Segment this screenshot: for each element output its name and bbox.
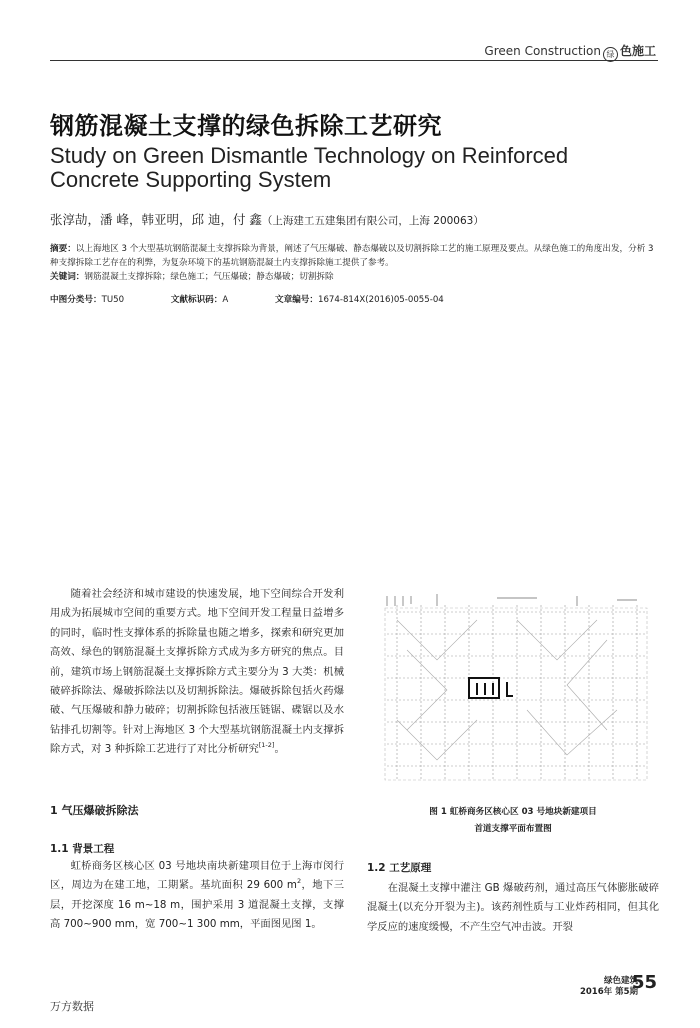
plan-grid bbox=[385, 605, 647, 780]
support-plan-drawing bbox=[377, 590, 655, 790]
figure-1-floor-plan bbox=[377, 590, 655, 790]
plan-edge-marks bbox=[387, 594, 637, 606]
keywords-paragraph bbox=[50, 270, 658, 284]
article-number: 文章编号：1674-814X(2016)05-0055-04 bbox=[275, 295, 444, 305]
abstract-block bbox=[50, 242, 658, 284]
document-code: 文献标识码：A bbox=[170, 295, 229, 305]
intro-paragraph: 随着社会经济和城市建设的快速发展，地下空间综合开发利用成为拓展城市空间的重要方式。地下空间开发工程量日益增多的同时，临时性支撑体系的拆除量也随之增多，探索和研究更加高效、绿色的钢筋混凝土支撑拆除方式成为多方研究的焦点。目前，建筑市场上钢筋混凝土支撑拆除方式主要分为 3 大类：机械破碎拆除法、爆破拆除法以及切割拆除法。爆破拆除包括火药爆破、气压爆破和静力破碎；切割拆除包括液压链锯、碟锯以及水钻排孔切割等。针对上海地区 3 个大型基坑钢筋混凝土内支撑拆除方式，对 3 种拆除工艺进行了对比分析研究[1-2]。 bbox=[50, 588, 344, 756]
authors: 张淳劼，潘 峰，韩亚明，邱 迪，付 鑫 bbox=[50, 212, 262, 227]
keywords-label: 关键词： bbox=[50, 272, 85, 282]
background-paragraph: 虹桥商务区核心区 03 号地块南块新建项目位于上海市闵行区，周边为在建工地，工期紧。基坑面积 29 600 $m^2$，地下三层，开挖深度 16 m~18 m，围护采用 3 道混凝土支撑，支撑高 700~900 mm，宽 700~1 300 mm，平面图见图 1。 bbox=[50, 860, 344, 931]
title-chinese: 钢筋混凝土支撑的绿色拆除工艺研究 bbox=[50, 112, 442, 140]
affiliation: （上海建工五建集团有限公司，上海 200063） bbox=[261, 215, 484, 227]
header-en: Green Construction bbox=[484, 44, 601, 58]
watermark-text: 万方数据 bbox=[50, 1000, 94, 1013]
journal-name: 绿色建筑 bbox=[603, 976, 638, 986]
plan-highlight-box bbox=[469, 678, 513, 698]
title-english: Study on Green Dismantle Technology on Reinforced Concrete Supporting System bbox=[50, 143, 569, 192]
section-heading-1-2: 1.2 工艺原理 bbox=[367, 862, 432, 874]
abstract-text: 以上海地区 3 个大型基坑钢筋混凝土支撑拆除为背景，阐述了气压爆破、静态爆破以及切割拆除工艺的施工原理及要点。从绿色施工的角度出发，分析 3 种支撑拆除工艺存在的利弊，为复杂环境下的基坑钢筋混凝土内支撑拆除施工提供了参考。 bbox=[50, 244, 654, 268]
journal-issue: 2016年 第5期 bbox=[579, 987, 638, 997]
abstract-label: 摘要： bbox=[50, 244, 76, 254]
header-rule bbox=[50, 60, 658, 61]
running-header bbox=[484, 42, 656, 62]
abstract-paragraph bbox=[50, 242, 658, 270]
page-number: 55 bbox=[631, 972, 657, 993]
footer-journal bbox=[580, 976, 638, 998]
header-cn: 色施工 bbox=[619, 44, 656, 58]
classification-line bbox=[50, 293, 658, 305]
keywords-text: 钢筋混凝土支撑拆除；绿色施工；气压爆破；静态爆破；切割拆除 bbox=[84, 272, 334, 282]
section-heading-1: 1 气压爆破拆除法 bbox=[50, 804, 139, 817]
author-line bbox=[50, 210, 484, 228]
section-heading-1-1: 1.1 背景工程 bbox=[50, 843, 115, 855]
figure-caption: 图 1 虹桥商务区核心区 03 号地块新建项目 首道支撑平面布置图 bbox=[429, 807, 597, 834]
principle-paragraph: 在混凝土支撑中灌注 GB 爆破药剂，通过高压气体膨胀破碎混凝土(以充分开裂为主)。该药剂性质与工业炸药相同，但其化学反应的速度缓慢，不产生空气冲击波。开裂 bbox=[367, 882, 659, 933]
reference-mark: [1-2] bbox=[258, 741, 275, 750]
header-circle-mark: 绿 bbox=[603, 47, 618, 62]
clc-code: 中图分类号：TU50 bbox=[50, 295, 125, 305]
